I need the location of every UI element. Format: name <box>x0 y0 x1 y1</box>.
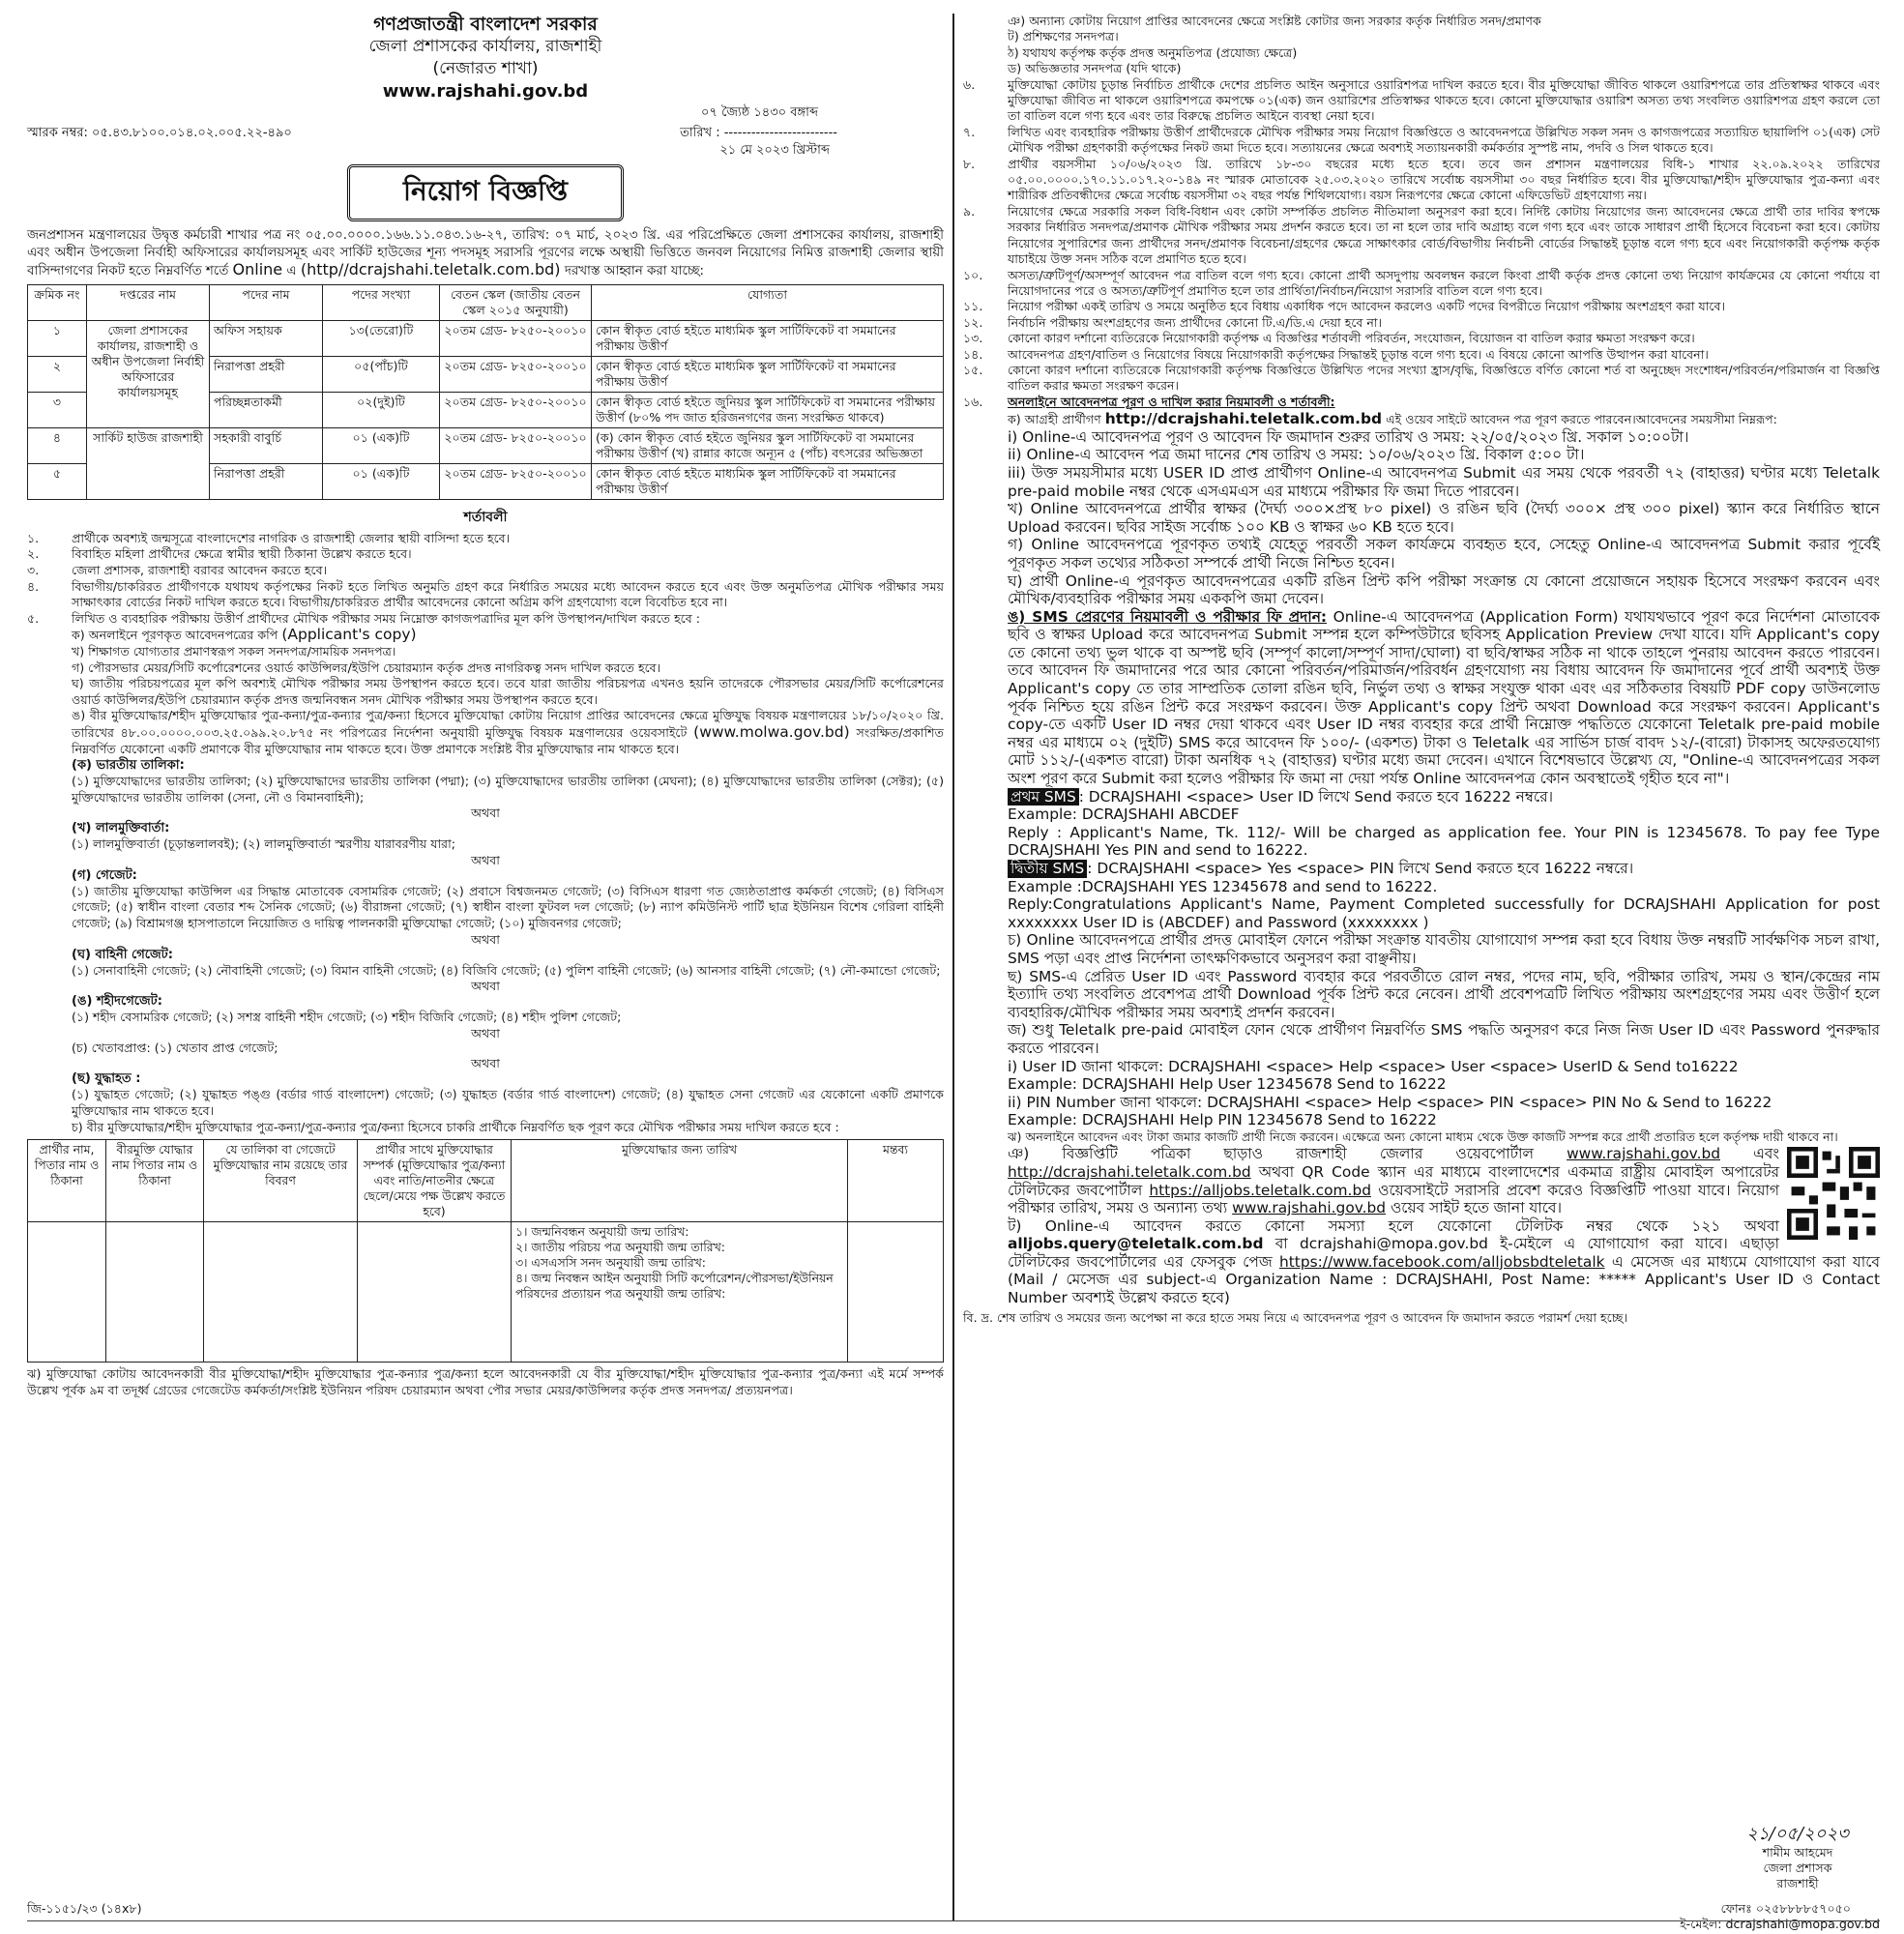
condition-text: নিয়োগের ক্ষেত্রে সরকারি সকল বিধি-বিধান এবং কোটা সম্পর্কিত প্রচলিত নীতিমালা অনুসরণ করা হবে। নির্দিষ্ট কোটায় নিয়োগের জন্য আবেদনের ক্ষেত্রে প্রার্থী তার দাবির স্বপক্ষে সরকার নির্ধারিত সনদপত্র/প্রমাণক মৌখিক পরীক্ষার সময় প্রদর্শন করতে হবে। তা না হলে তার দাবি অগ্রাহ্য বলে গণ্য হবে এবং তাকে সাধারণ প্রার্থী হিসেবে বিবেচনা করা হবে। কোটায় নিয়োগের সুপারিশের জন্য প্রার্থীদের সনদ/প্রমাণক বিবেচনা/গ্রহণের ক্ষেত্রে সাক্ষাৎকার বোর্ড/বিভাগীয় নির্বাচনী বোর্ডের সিদ্ধান্তই চূড়ান্ত বলে গণ্য হবে এবং নিয়োগকারী কর্তৃপক্ষ কর্তৃক যাচাইয়ে উক্ত সনদ সঠিক বলে প্রমাণিত হতে হবে। <box>1008 203 1880 267</box>
molwa-link[interactable]: (www.molwa.gov.bd) <box>693 722 850 741</box>
condition-sub <box>27 627 944 644</box>
online-rule: iii) উক্ত সময়সীমার মধ্যে USER ID প্রাপ্ত প্রার্থীগণ Online-এ আবেদনপত্র Submit এর সময় থেকে পরবর্তী ৭২ (বাহাত্তর) ঘণ্টার মধ্যে Teletalk pre-paid mobile নম্বর থেকে এসএমএস এর মাধ্যমে পরীক্ষার ফি জমা দিতে পারবেন। <box>1008 463 1880 500</box>
cell-post: অফিস সহায়ক <box>210 320 323 356</box>
condition-text: বিভাগীয়/চাকরিরত প্রার্থীগণকে যথাযথ কর্তৃপক্ষের নিকট হতে লিখিত অনুমতি গ্রহণ করে নির্ধারিত সময়ের মধ্যে আবেদন করতে হবে এবং উক্ত অনুমতিপত্র মৌখিক পরীক্ষার সময় সাক্ষাৎকার বোর্ডের নিকট দাখিল করতে হবে। বিভাগীয়/চাকরিরত প্রার্থীর আবেদনের কোনো অগ্রিম কপি গ্রহণযোগ্য বলে বিবেচিত হবে না। <box>72 578 944 610</box>
condition-number: ৮. <box>963 156 976 171</box>
date-label: তারিখ : ------------------------- <box>680 126 837 140</box>
info-text: অথবা QR Code স্ক্যান এর মাধ্যমে বাংলাদেশের একমাত্র রাষ্ট্রীয় মোবাইল অপারেটর টেলিটকের জবপোর্টাল <box>1008 1162 1779 1199</box>
condition-text: প্রার্থীকে অবশ্যই জন্মসূত্রে বাংলাদেশের নাগরিক ও রাজশাহী জেলার স্থায়ী বাসিন্দা হতে হবে। <box>72 530 511 545</box>
note-text: বি. দ্র. শেষ তারিখ ও সময়ের জন্য অপেক্ষা না করে হাতে সময় নিয়ে এ আবেদনপত্র পূরণ ও আবেদন ফি জমাদান করতে পরামর্শ দেয়া হচ্ছে। <box>963 1309 1628 1325</box>
right-column <box>963 14 1880 1931</box>
date-english: ২১ মে ২০২৩ খ্রিস্টাব্দ <box>719 143 830 158</box>
cell-qualification: কোন স্বীকৃত বোর্ড হইতে মাধ্যমিক স্কুল সার্টিফিকেট বা সমমানের পরীক্ষায় উত্তীর্ণ <box>592 463 944 499</box>
recovery-line: ii) PIN Number জানা থাকলে: DCRAJSHAHI <space> Help <space> PIN <space> PIN No & Send to 16222 <box>1008 1093 1772 1111</box>
portal-link[interactable]: www.rajshahi.gov.bd <box>1567 1145 1720 1163</box>
online-rule: খ) Online আবেদনপত্রে প্রার্থীর স্বাক্ষর (দৈর্ঘ্য ৩০০×প্রস্থ ৮০ pixel) ও রঙিন ছবি (দৈর্ঘ্য ৩০০× প্রস্থ ৩০০ pixel) স্ক্যান করে নির্ধারিত স্থানে Upload করবেন। ছবির সাইজ সর্বোচ্চ ১০০ KB ও স্বাক্ষর ৬০ KB হতে হবে। <box>1008 500 1880 536</box>
form-cell <box>512 1222 848 1363</box>
list-heading: (গ) গেজেট: <box>72 867 137 883</box>
condition-sub <box>27 708 944 757</box>
form-col: প্রার্থীর সাথে মুক্তিযোদ্ধার সম্পর্ক (মুক্তিযোদ্ধার পুত্র/কন্যা এবং নাতি/নাতনীর ক্ষেত্রে ছেলে/মেয়ে পক্ষ উল্লেখ করতে হবে) <box>358 1140 512 1222</box>
table-row <box>28 320 944 356</box>
sms-reply: Reply:Congratulations Applicant's Name, Payment Completed successfully for DCRAJSHAHI Application for post xxxxxxxx User ID is (ABCDEF) and Password (xxxxxxxx ) <box>1008 895 1880 931</box>
portal-link-2[interactable]: www.rajshahi.gov.bd <box>1232 1199 1387 1217</box>
condition-sub: খ) শিক্ষাগত যোগ্যতার প্রমাণস্বরূপ সকল সনদপত্র/সাময়িক সনদপত্র। <box>72 643 396 659</box>
sms-label: দ্বিতীয় SMS <box>1008 860 1087 878</box>
form-cell <box>204 1222 358 1363</box>
note-bd <box>963 1310 1880 1326</box>
or-separator: অথবা <box>471 1056 500 1071</box>
condition-text: অনলাইনে আবেদনপত্র পূরণ ও দাখিল করার নিয়মাবলী ও শর্তাবলী: <box>1008 394 1335 409</box>
online-rule: ii) Online-এ আবেদন পত্র জমা দানের শেষ তারিখ ও সময়: ১০/০৬/২০২৩ খ্রি. বিকাল ৫:০০ টা। <box>1008 446 1585 464</box>
form-col: যে তালিকা বা গেজেটে মুক্তিযোদ্ধার নাম রয়েছে তার বিবরণ <box>204 1140 358 1222</box>
condition-item <box>27 546 944 563</box>
condition-item <box>963 331 1880 346</box>
sms-text: : DCRAJSHAHI <space> Yes <space> PIN লিখে Send করতে হবে 16222 নম্বরে। <box>1087 860 1634 877</box>
bottom-rule <box>27 1920 1880 1921</box>
list-text: (১) সেনাবাহিনী গেজেট; (২) নৌবাহিনী গেজেট; (৩) বিমান বাহিনী গেজেট; (৪) বিজিবি গেজেট; (৫) পুলিশ বাহিনী গেজেট; (৬) আনসার বাহিনী গেজেট; (৭) নৌ-কমান্ডো গেজেট; <box>72 962 941 978</box>
cell-scale: ২০তম গ্রেড- ৮২৫০-২০০১০ <box>440 356 592 392</box>
online-rule <box>963 410 1880 428</box>
list-text: চ) বীর মুক্তিযোদ্ধার/শহীদ মুক্তিযোদ্ধার পুত্র-কন্যা/পুত্র-কন্যার পুত্র/কন্যা হিসেবে চাকরি প্রার্থীকে নিম্নবর্ণিত ছক পূরণ করে মৌখিক পরীক্ষার সময় দাখিল করতে হবে : <box>72 1119 839 1134</box>
list-heading: (ঙ) শহীদগেজেট: <box>72 994 162 1010</box>
condition-item <box>27 531 944 547</box>
contact-block <box>1680 1901 1880 1932</box>
condition-item <box>963 395 1880 410</box>
condition-text: লিখিত এবং ব্যবহারিক পরীক্ষায় উত্তীর্ণ প্রার্থীদেরকে মৌখিক পরীক্ষার সময় নিয়োগ বিজ্ঞপ্তিতে ও আবেদনপত্রে উল্লিখিত সকল সনদ ও কাগজপত্রের সত্যায়িত ছায়ালিপি ০১(এক) সেট মৌখিক পরীক্ষা গ্রহণকারী কর্তৃপক্ষের নিকট জমা দিতে হবে। সত্যায়নের ক্ষেত্রে অবশ্যই সত্যায়নকারী কর্মকর্তার সুস্পষ্ট নাম, পদবি ও সিল থাকতে হবে। <box>1008 124 1880 156</box>
condition-number: ৩. <box>27 562 40 577</box>
cell-serial: ৪ <box>28 427 87 463</box>
sms-example: Example :DCRAJSHAHI YES 12345678 and send to 16222. <box>1008 877 1438 895</box>
condition-text: আবেদনপত্র গ্রহণ/বাতিল ও নিয়োগের বিষয়ে নিয়োগকারী কর্তৃপক্ষের সিদ্ধান্তই চূড়ান্ত বলে গণ্য হবে। এ বিষয়ে কোনো আপত্তি উত্থাপন করা যাবেনা। <box>1008 346 1709 362</box>
cell-serial: ১ <box>28 320 87 356</box>
condition-item <box>963 347 1880 363</box>
dob-line: ১। জন্মনিবন্ধন অনুযায়ী জন্ম তারিখ: <box>515 1224 689 1240</box>
col-post: পদের নাম <box>210 284 323 320</box>
intro-paragraph <box>27 227 944 280</box>
print-code: জি-১১৫১/২৩ (১৪x৮) <box>27 1901 142 1916</box>
notice-title: নিয়োগ বিজ্ঞপ্তি <box>347 164 624 221</box>
support-email-link[interactable]: alljobs.query@teletalk.com.bd <box>1008 1235 1264 1253</box>
condition-number: ২. <box>27 546 40 562</box>
condition-number: ৪. <box>27 578 40 594</box>
info-text: এবং <box>1753 1145 1779 1163</box>
teletalk-link[interactable]: http://dcrajshahi.teletalk.com.bd <box>1104 410 1383 428</box>
letterhead <box>27 14 944 103</box>
cell-office: জেলা প্রশাসকের কার্যালয়, রাজশাহী ও অধীন উপজেলা নির্বাহী অফিসারের কার্যালয়সমূহ <box>87 320 210 427</box>
recovery-example: Example: DCRAJSHAHI Help PIN 12345678 Send to 16222 <box>1008 1111 1437 1129</box>
intro-end: দরখাস্ত আহ্বান করা যাচ্ছে: <box>564 264 705 279</box>
cell-qualification: কোন স্বীকৃত বোর্ড হইতে মাধ্যমিক স্কুল সার্টিফিকেট বা সমমানের পরীক্ষায় উত্তীর্ণ <box>592 356 944 392</box>
condition-item <box>963 125 1880 157</box>
signatory-designation: জেলা প্রশাসক <box>1763 1861 1832 1875</box>
apply-link[interactable]: (http//dcrajshahi.teletalk.com.bd) <box>300 260 561 279</box>
condition-text: মুক্তিযোদ্ধা কোটায় চূড়ান্ত নির্বাচিত প্রার্থীকে দেশের প্রচলিত আইন অনুসারে ওয়ারিশপত্র দাখিল করতে হবে। বীর মুক্তিযোদ্ধা জীবিত থাকলে ওয়ারিশপত্রে তার প্রতিস্বাক্ষর থাকবে এবং মুক্তিযোদ্ধা জীবিত না থাকলে ওয়ারিশপত্রে কমপক্ষে ০১(এক) জন ওয়ারিশের প্রতিস্বাক্ষর থাকতে হবে। কোনো মুক্তিযোদ্ধার ওয়ারিশ অসত্য তথ্য সংবলিত ওয়ারিশপত্র গ্রহণ করলে তো তা বাতিল বলে গণ্য হবে এবং তার বিরুদ্ধে প্রচলিত আইনে ব্যবস্থা নেয়া হবে। <box>1008 76 1880 124</box>
list-heading: (ক) ভারতীয় তালিকা: <box>72 758 185 774</box>
condition-item <box>963 315 1880 331</box>
online-rule: ঘ) প্রার্থী Online-এ পূরণকৃত আবেদনপত্রের একটি রঙিন প্রিন্ট কপি পরীক্ষা সংক্রান্ত যে কোনো প্রয়োজনে সহায়ক হিসেবে সংরক্ষণ করবেন এবং মৌখিক/ব্যবহারিক পরীক্ষার সময় এককপি জমা দেবেন। <box>1008 571 1880 608</box>
sms-heading: ঙ) SMS প্রেরণের নিয়মাবলী ও পরীক্ষার ফি প্রদান: <box>1008 607 1328 626</box>
phone-number: ফোনঃ ০২৫৮৮৮৮৫৭০৫০ <box>1720 1901 1851 1916</box>
facebook-link[interactable]: https://www.facebook.com/alljobsbdteletalk <box>1279 1252 1605 1271</box>
condition-number: ৫. <box>27 610 40 626</box>
left-column <box>27 14 944 1920</box>
cell-post: নিরাপত্তা প্রহরী <box>210 463 323 499</box>
form-row <box>28 1222 944 1363</box>
office-name: জেলা প্রশাসকের কার্যালয়, রাজশাহী <box>368 37 602 56</box>
dob-line: ২। জাতীয় পরিচয় পত্র অনুযায়ী জন্ম তারিখ: <box>515 1240 725 1255</box>
condition-sub: গ) পৌরসভার মেয়র/সিটি কর্পোরেশনের ওয়ার্ড কাউন্সিলর/ইউপি চেয়ারম্যান কর্তৃক প্রদত্ত নাগরিকত্ব সনদ দাখিল করতে হবে। <box>72 659 661 675</box>
online-rule: i) Online-এ আবেদনপত্র পূরণ ও আবেদন ফি জমাদান শুরুর তারিখ ও সময়: ২২/০৫/২০২৩ খ্রি. সকাল ১০:০০টা। <box>1008 427 1689 446</box>
date-bangla: ০৭ জ্যৈষ্ঠ ১৪৩০ বঙ্গাব্দ <box>701 105 818 120</box>
info-text: এ মেসেজ এর মাধ্যমে যোগাযোগ করা যাবে (Mail / মেসেজ এর subject-এ Organization Name : DCRAJSHAHI, Post Name: ***** Applicant's User ID ও Contact Number অবশ্যই উল্লেখ করতে হবে) <box>1008 1252 1880 1307</box>
condition-number: ৭. <box>963 124 976 139</box>
dob-line: ৪। জন্ম নিবন্ধন আইন অনুযায়ী সিটি কর্পোরেশন/পৌরসভা/ইউনিয়ন পরিষদের প্রত্যায়ন পত্র অনুযায়ী জন্ম তারিখ: <box>515 1271 834 1302</box>
cell-qualification: কোন স্বীকৃত বোর্ড হইতে মাধ্যমিক স্কুল সার্টিফিকেট বা সমমানের পরীক্ষায় উত্তীর্ণ <box>592 320 944 356</box>
cell-serial: ২ <box>28 356 87 392</box>
support-info <box>963 1217 1880 1307</box>
doc-item: ড) অভিজ্ঞতার সনদপত্র (যদি থাকে) <box>1008 61 1182 76</box>
col-count: পদের সংখ্যা <box>323 284 440 320</box>
online-rule: গ) Online আবেদনপত্রে পূরণকৃত তথ্যই যেহেতু পরবর্তী সকল কার্যক্রমে ব্যবহৃত হবে, সেহেতু Online-এ আবেদনপত্র Submit করার পূর্বেই পূরণকৃত সকল তথ্যের সঠিকতা সম্পর্কে প্রার্থী নিজে নিশ্চিত হবেন। <box>1008 536 1880 571</box>
cell-count: ০৫(পাঁচ)টি <box>323 356 440 392</box>
freedom-fighter-form-table <box>27 1139 944 1363</box>
alljobs-link[interactable]: https://alljobs.teletalk.com.bd <box>1149 1181 1371 1199</box>
cell-scale: ২০তম গ্রেড- ৮২৫০-২০০১০ <box>440 320 592 356</box>
cell-count: ০১ (এক)টি <box>323 463 440 499</box>
online-rule: ছ) SMS-এ প্রেরিত User ID এবং Password ব্যবহার করে পরবর্তীতে রোল নম্বর, পদের নাম, ছবি, পরীক্ষার তারিখ, সময় ও স্থান/কেন্দ্রের নাম ইত্যাদি তথ্য সংবলিত প্রবেশপত্র প্রার্থী Download পূর্বক প্রিন্ট করে নেবেন। প্রার্থী প্রবেশপত্রটি লিখিত পরীক্ষায় অংশগ্রহণের সময় এবং উত্তীর্ণ হলে ব্যবহারিক/মৌখিক পরীক্ষার সময় অবশ্যই প্রদর্শন করবেন। <box>1008 967 1880 1021</box>
cell-count: ০২(দুই)টি <box>323 392 440 427</box>
left-footnote: ঝ) মুক্তিযোদ্ধা কোটায় আবেদনকারী বীর মুক্তিযোদ্ধা/শহীদ মুক্তিযোদ্ধার পুত্র-কন্যার পুত্র/কন্যা হলে আবেদনকারী যে বীর মুক্তিযোদ্ধা/শহীদ মুক্তিযোদ্ধার পুত্র-কন্যার পুত্র/কন্যা এই মর্মে সম্পর্ক উল্লেখ পূর্বক ৯ম বা তদূর্ধ্ব গ্রেডের গেজেটেড কর্মকর্তা/সংশ্লিষ্ট ইউনিয়ন পরিষদ চেয়ারম্যান অথবা পৌর সভার মেয়র/কাউন্সিলর কর্তৃক প্রদত্ত সনদপত্র/ প্রত্যয়নপত্র। <box>27 1366 944 1397</box>
condition-text: বিবাহিত মহিলা প্রার্থীদের ক্ষেত্রে স্বামীর স্থায়ী ঠিকানা উল্লেখ করতে হবে। <box>72 546 412 562</box>
form-cell <box>358 1222 512 1363</box>
or-separator: অথবা <box>471 852 500 867</box>
list-heading: (ঘ) বাহিনী গেজেট: <box>72 947 173 962</box>
recovery-line: i) User ID জানা থাকলে: DCRAJSHAHI <space> Help <space> User <space> UserID & Send to16222 <box>1008 1057 1739 1075</box>
condition-item <box>963 299 1880 314</box>
info-text: ঞ) বিজ্ঞপ্তিটি পত্রিকা ছাড়াও রাজশাহী জেলার ওয়েবপোর্টাল <box>1008 1145 1534 1163</box>
col-qualification: যোগ্যতা <box>592 284 944 320</box>
sms-reply: Reply : Applicant's Name, Tk. 112/- Will be charged as application fee. Your PIN is 12345678. To pay fee Type DCRAJSHAHI Yes PIN and send to 16222. <box>1008 823 1880 860</box>
dc-email-link[interactable]: dcrajshahi@mopa.gov.bd <box>1299 1235 1488 1253</box>
cell-qualification: কোন স্বীকৃত বোর্ড হইতে জুনিয়র স্কুল সার্টিফিকেট বা সমমানের পরীক্ষায় উত্তীর্ণ (৮০% পদ জাত হরিজনগণের জন্য সংরক্ষিত থাকবে) <box>592 392 944 427</box>
condition-text: নিয়োগ পরীক্ষা একই তারিখ ও সময়ে অনুষ্ঠিত হবে বিধায় একাধিক পদে আবেদন করলেও একটি পদের বিপরীতে নিয়োগ পরীক্ষায় অংশগ্রহণ করা যাবে। <box>1008 299 1725 314</box>
list-text: (১) শহীদ বেসামরিক গেজেট; (২) সশস্ত্র বাহিনী শহীদ গেজেট; (৩) শহীদ বিজিবি গেজেট; (৪) শহীদ পুলিশ গেজেট; <box>72 1010 622 1025</box>
or-separator: অথবা <box>471 931 500 947</box>
sub-text: সংরক্ষিত/প্রকাশিত নিম্নবর্ণিত যেকোনো একটি প্রমাণকে বীর মুক্তিযোদ্ধার নাম থাকতে হবে। উক্ত প্রমাণকে সংশ্লিষ্ট বীর মুক্তিযোদ্ধার নাম থাকতে হবে। <box>72 724 944 756</box>
cell-serial: ৫ <box>28 463 87 499</box>
form-col: মুক্তিযোদ্ধার জন্য তারিখ <box>512 1140 848 1222</box>
list-text: (১) জাতীয় মুক্তিযোদ্ধা কাউন্সিল এর সিদ্ধান্ত মোতাবেক বেসামরিক গেজেট; (২) প্রবাসে বিশ্বজনমত গেজেট; (৩) বিসিএস ধারণা গত জ্যেষ্ঠতাপ্রাপ্ত কর্মকর্তা গেজেট; (৪) বিসিএস গেজেট; (৫) স্বাধীন বাংলা বেতার শব্দ সৈনিক গেজেট; (৬) বীরাঙ্গনা গেজেট; (৭) স্বাধীন বাংলা ফুটবল দল গেজেট; (৮) ন্যাপ কমিউনিস্ট পার্টি ছাত্র ইউনিয়ন বিশেষ গেরিলা বাহিনী গেজেট; (৯) বিশ্রামগঞ্জ হাসপাতালে নিয়োজিত ও দায়িত্ব পালনকারী মুক্তিযোদ্ধা গেজেট; (১০) মুজিবনগর গেজেট; <box>72 883 944 931</box>
form-cell <box>848 1222 944 1363</box>
info-text: ওয়েব সাইট হতে জানা যাবে। <box>1390 1199 1563 1217</box>
or-separator: অথবা <box>471 806 500 821</box>
condition-text: কোনো কারণ দর্শানো ব্যতিরেকে নিয়োগকারী কর্তৃপক্ষ বিজ্ঞপ্তিতে উল্লিখিত পদের সংখ্যা হ্রাস/বৃদ্ধি, বিজ্ঞপ্তিতে বর্ণিত কোনো শর্ত বা অনুচ্ছেদ সংশোধন/পরিবর্তন/পরিমার্জন বা বিজ্ঞপ্তি বাতিল করার ক্ষমতা সংরক্ষণ করেন। <box>1008 362 1880 394</box>
branch-name: (নেজারত শাখা) <box>432 59 539 78</box>
col-serial: ক্রমিক নং <box>28 284 87 320</box>
cell-serial: ৩ <box>28 392 87 427</box>
info-text: ই-মেইলে এ যোগাযোগ করা যাবে। এছাড়া টেলিটকের জবপোর্টালের এর ফেসবুক পেজ <box>1008 1235 1779 1271</box>
website-link[interactable]: www.rajshahi.gov.bd <box>382 81 589 102</box>
condition-number: ৯. <box>963 203 976 219</box>
online-word: Online <box>232 260 283 279</box>
rule-text: এই ওয়েব সাইটে আবেদন পত্র পূরণ করতে পারবেন।আবেদনের সময়সীমা নিম্নরূপ: <box>1386 412 1777 427</box>
cell-office: সার্কিট হাউজ রাজশাহী <box>87 427 210 499</box>
condition-number: ৬. <box>963 76 976 92</box>
list-heading: (ছ) যুদ্ধাহত : <box>72 1071 141 1087</box>
info-text: ওয়েবসাইটে সরাসরি প্রবেশ করেও বিজ্ঞপ্তিটি পাওয়া যাবে। নিয়োগ পরীক্ষার তারিখ, সময় ও অন্যান্য তথ্য <box>1008 1181 1779 1217</box>
sub-text: ঙ) বীর মুক্তিযোদ্ধার/শহীদ মুক্তিযোদ্ধার পুত্র-কন্যা/পুত্র-কন্যার পুত্র/কন্যা হিসেবে মুক্তিযোদ্ধা কোটায় নিয়োগ প্রাপ্তির আবেদনের ক্ষেত্রে মুক্তিযুদ্ধ বিষয়ক মন্ত্রণালয়ের ১৮/১০/২০২০ খ্রি. তারিখের ৪৮.০০.০০০০.০০৩.২৫.০৯৯.২০.৮৭৫ নং পরিপত্রের নির্দেশনা অনুযায়ী মুক্তিযুদ্ধ বিষয়ক মন্ত্রণালয়ের ওয়েবসাইটে <box>72 708 944 740</box>
form-col: মন্তব্য <box>848 1140 944 1222</box>
list-heading: (খ) লালমুক্তিবার্তা: <box>72 821 170 836</box>
condition-number: ১০. <box>963 267 983 282</box>
cell-post: নিরাপত্তা প্রহরী <box>210 356 323 392</box>
cell-count: ০১ (এক)টি <box>323 427 440 463</box>
cell-scale: ২০তম গ্রেড- ৮২৫০-২০০১০ <box>440 392 592 427</box>
dob-line: ৩। এসএসসি সনদ অনুযায়ী জন্ম তারিখ: <box>515 1255 706 1271</box>
form-col: বীরমুক্তি যোদ্ধার নাম পিতার নাম ও ঠিকানা <box>106 1140 204 1222</box>
signature-handwriting: ২১/০৫/২০২৩ <box>1746 1824 1849 1844</box>
condition-item <box>963 77 1880 125</box>
memo-number: স্মারক নম্বর: ০৫.৪৩.৮১০০.০১৪.০২.০০৫.২২-৪৯০ <box>27 126 292 140</box>
condition-text: জেলা প্রশাসক, রাজশাহী বরাবর আবেদন করতে হবে। <box>72 562 328 577</box>
condition-text: কোনো কারণ দর্শানো ব্যতিরেকে নিয়োগকারী কর্তৃপক্ষ এ বিজ্ঞপ্তির শর্তাবলী পরিবর্তন, সংযোজন, বিয়োজন বা বাতিল করার ক্ষমতা সংরক্ষণ করে। <box>1008 331 1695 346</box>
list-text: (১) লালমুক্তিবার্তা (চূড়ান্তলালবই); (২) লালমুক্তিবার্তা স্মরণীয় যারাবরণীয় যারা; <box>72 836 455 852</box>
column-divider <box>952 14 954 1920</box>
condition-item <box>963 268 1880 300</box>
condition-number: ১৪. <box>963 346 983 362</box>
condition-item <box>963 157 1880 204</box>
condition-text: প্রার্থীর বয়সসীমা ১০/০৬/২০২৩ খ্রি. তারিখে ১৮-৩০ বছরের মধ্যে হতে হবে। তবে জন প্রশাসন মন্ত্রণালয়ের বিধি-১ শাখার ২২.০৯.২০২২ তারিখের ০৫.০০.০০০০.১৭০.১১.০১৭.২০-১৪৯ নং স্মারক মোতাবেক ২৫.০৩.২০২০ তারিখে সর্বোচ্চ বয়সসীমা ৩০ বছর নির্ধারিত হবে। বীর মুক্তিযোদ্ধা/শহীদ মুক্তিযোদ্ধার পুত্র-কন্যা এবং শারীরিক প্রতিবন্ধীদের ক্ষেত্রে সর্বোচ্চ বয়সসীমা ৩২ বছর পর্যন্ত শিথিলযোগ্য। বয়স নিরূপণের ক্ষেত্রে কোনো এফিডেভিট গ্রহণযোগ্য নয়। <box>1008 156 1880 203</box>
form-col: প্রার্থীর নাম, পিতার নাম ও ঠিকানা <box>28 1140 106 1222</box>
condition-number: ১৬. <box>963 394 983 409</box>
rule-text: ক) আগ্রহী প্রার্থীগণ <box>1008 412 1101 427</box>
condition-text: লিখিত ও ব্যবহারিক পরীক্ষায় উত্তীর্ণ প্রার্থীদের মৌখিক পরীক্ষার সময় নিম্নোক্ত কাগজপত্রাদির মূল কপি উপস্থাপন/দাখিল করতে হবে : <box>72 610 700 626</box>
condition-item <box>27 579 944 611</box>
contact-email[interactable]: ই-মেইল: dcrajshahi@mopa.gov.bd <box>1680 1917 1880 1931</box>
condition-item <box>27 611 944 628</box>
or-separator: অথবা <box>471 979 500 994</box>
vacancy-table <box>27 284 944 500</box>
sms-rule-text: Online-এ আবেদনপত্র (Application Form) যথাযথভাবে পূরণ করে নির্দেশনা মোতাবেক ছবি ও স্বাক্ষর Upload করে আবেদনপত্র Submit সম্পন্ন হলে কম্পিউটারে ছবিসহ Application Preview দেখা যাবে। যদি Applicant's copy তে কোনো তথ্য ভুল থাকে বা অস্পষ্ট ছবি (সম্পূর্ণ কালো/সম্পূর্ণ সাদা/ঘোলা) বা ছবি/স্বাক্ষর সঠিক না থাকে তাহলে পুনরায় আবেদন করতে পারবেন। তবে আবেদন ফি জমাদানের পরে আর কোনো পরিবর্তন/পরিমার্জন/পরিবর্ধন গ্রহণযোগ্য নয় বিধায় আবেদন ফি জমাদানের পূর্বে প্রার্থী অবশ্যই উক্ত Applicant's copy তে তার সাম্প্রতিক তোলা রঙিন ছবি, নির্ভুল তথ্য ও স্বাক্ষর সংযুক্ত থাকা এবং এর সঠিকতার বিষয়টি PDF copy ডাউনলোড পূর্বক নিশ্চিত হয়ে রঙিন প্রিন্ট করে সংরক্ষণ করবেন। উক্ত Applicant's copy প্রিন্ট অথবা Download করে সংরক্ষণ করবেন। Applicant's copy-তে একটি User ID নম্বর দেয়া থাকবে এবং User ID নম্বর ব্যবহার করে প্রার্থী নিম্নোক্ত পদ্ধতিতে যেকোনো Teletalk pre-paid mobile নম্বর এর মাধ্যমে ০২ (দুইটি) SMS করে আবেদন ফি ১০০/- (একশত) টাকা ও Teletalk এর সার্ভিস চার্জ বাবদ ১২/-(বারো) টাকাসহ অফেরতযোগ্য মোট ১১২/-(একশত বারো) টাকা অনধিক ৭২ (বাহাত্তর) ঘণ্টার মধ্যে জমা দেবেন। এখানে বিশেষভাবে উল্লেখ্য যে, "Online-এ আবেদনপত্রের সকল অংশ পূরণ করে Submit করা হলেও পরীক্ষার ফি জমা না দেয়া পর্যন্ত Online আবেদনপত্র কোন অবস্থাতেই গৃহীত হবে না"। <box>1008 607 1880 788</box>
info-text: ট) Online-এ আবেদন করতে কোনো সমস্যা হলে যেকোনো টেলিটক নম্বর থেকে ১২১ অথবা <box>1008 1216 1779 1235</box>
cell-scale: ২০তম গ্রেড- ৮২৫০-২০০১০ <box>440 427 592 463</box>
cell-post: পরিচ্ছন্নতাকর্মী <box>210 392 323 427</box>
sms-label: প্রথম SMS <box>1008 788 1079 806</box>
signature-block <box>1715 1824 1880 1891</box>
qr-code-icon[interactable] <box>1787 1147 1880 1240</box>
condition-sub: ঘ) জাতীয় পরিচয়পত্রের মূল কপি অবশ্যই মৌখিক পরীক্ষার সময় উপস্থাপন করতে হবে। তবে যারা জাতীয় পরিচয়পত্র এখনও হয়নি তাদেরকে পৌরসভার মেয়র/সিটি কর্পোরেশনের ওয়ার্ড কাউন্সিলর/ইউপি চেয়ারম্যান কর্তৃক প্রদত্ত জন্মনিবন্ধন সনদ মৌখিক পরীক্ষার সময় উপস্থাপন করতে হবে। <box>72 676 944 707</box>
publication-info <box>963 1145 1880 1216</box>
cell-post: সহকারী বাবুর্চি <box>210 427 323 463</box>
table-row <box>28 427 944 463</box>
condition-item <box>963 363 1880 395</box>
cell-scale: ২০তম গ্রেড- ৮২৫০-২০০১০ <box>440 463 592 499</box>
condition-number: ১. <box>27 530 40 545</box>
sub-text: ক) অনলাইনে পূরণকৃত আবেদনপত্রের কপি <box>72 628 278 643</box>
doc-item: ট) প্রশিক্ষণের সনদপত্র। <box>1008 29 1119 44</box>
list-text: (১) মুক্তিযোদ্ধাদের ভারতীয় তালিকা; (২) মুক্তিযোদ্ধাদের ভারতীয় তালিকা (পদ্মা); (৩) মুক্তিযোদ্ধাদের ভারতীয় তালিকা (মেঘনা); (৪) মুক্তিযোদ্ধাদের ভারতীয় তালিকা (সেক্টর); (৫) মুক্তিযোদ্ধাদের ভারতীয় তালিকা (সেনা, নৌ ও বিমানবাহিনী); <box>72 774 944 805</box>
online-rule: জ) শুধু Teletalk pre-paid মোবাইল ফোন থেকে প্রার্থীগণ নিম্নবর্ণিত SMS পদ্ধতি অনুসরণ করে নিজ নিজ User ID এবং Password পুনরুদ্ধার করতে পারবেন। <box>1008 1021 1880 1057</box>
or-separator: অথবা <box>471 1025 500 1040</box>
col-scale: বেতন স্কেল (জাতীয় বেতন স্কেল ২০১৫ অনুযায়ী) <box>440 284 592 320</box>
col-office: দপ্তরের নাম <box>87 284 210 320</box>
doc-item: ঞ) অন্যান্য কোটায় নিয়োগ প্রাপ্তির আবেদনের ক্ষেত্রে সংশ্লিষ্ট কোটার জন্য সরকার কর্তৃক নির্ধারিত সনদ/প্রমাণক <box>1008 14 1541 28</box>
condition-item <box>27 563 944 579</box>
cell-count: ১৩(তেরো)টি <box>323 320 440 356</box>
conditions-title: শর্তাবলী <box>463 509 508 525</box>
list-text: (১) যুদ্ধাহত গেজেট; (২) যুদ্ধাহত পঙ্গু (বর্ডার গার্ড বাংলাদেশ) গেজেট; (৩) যুদ্ধাহত (বর্ডার গার্ড বাংলাদেশ) গেজেট; (৪) যুদ্ধাহত সেনা গেজেট এর যেকোনো একটি প্রমাণকে মুক্তিযোদ্ধার নাম থাকতে হবে। <box>72 1087 944 1119</box>
sub-text-en: (Applicant's copy) <box>281 626 417 644</box>
form-cell <box>106 1222 204 1363</box>
form-cell <box>28 1222 106 1363</box>
info-text: বা <box>1274 1235 1288 1253</box>
condition-number: ১৫. <box>963 362 983 377</box>
doc-item: ঠ) যথাযথ কর্তৃপক্ষ কর্তৃক প্রদত্ত অনুমতিপত্র (প্রযোজ্য ক্ষেত্রে) <box>1008 44 1298 60</box>
sms-rules <box>963 608 1880 788</box>
intro-text: জনপ্রশাসন মন্ত্রণালয়ের উদ্বৃত্ত কর্মচারী শাখার পত্র নং ০৫.০০.০০০০.১৬৬.১১.০৪৩.১৬-২৭, তারিখ: ০৭ মার্চ, ২০২৩ খ্রি. এর পরিপ্রেক্ষিতে জেলা প্রশাসকের কার্যালয়, রাজশাহী এবং অধীন উপজেলা নির্বাহী অফিসারের কার্যালয়সমূহ এবং সার্কিট হাউজের শূন্য পদসমূহ সরাসরি পূরণের লক্ষে অস্থায়ী ভিত্তিতে জনবল নিয়োগের নিমিত্ত রাজশাহী জেলার স্থায়ী বাসিন্দাগণের নিকট হতে নিম্নবর্ণিত শর্তে <box>27 228 944 279</box>
sms-step <box>963 860 1880 878</box>
condition-text: অসত্য/ত্রুটিপূর্ণ/অসম্পূর্ণ আবেদন পত্র বাতিল বলে গণ্য হবে। কোনো প্রার্থী অসদুপায় অবলম্বন করলে কিংবা প্রার্থী কর্তৃক প্রদত্ত কোনো তথ্য নিয়োগ কার্যক্রমের যে কোনো পর্যায়ে বা নিয়োগদানের পরে ও অসত্য/ত্রুটিপূর্ণ প্রমাণিত হলে তার প্রার্থিতা/নির্বাচন/নিয়োগ সরাসরি বাতিল বলে গণ্য হবে। <box>1008 267 1880 298</box>
condition-number: ১৩. <box>963 331 983 346</box>
online-rule: ঝ) অনলাইনে আবেদন এবং টাকা জমার কাজটি প্রার্থী নিজে করবেন। এক্ষেত্রে অন্য কোনো মাধ্যম থেকে উক্ত কাজটি সম্পন্ন করে প্রার্থী প্রতারিত হলে কর্তৃপক্ষ দায়ী থাকবে না। <box>1008 1128 1838 1144</box>
signatory-place: রাজশাহী <box>1776 1876 1819 1890</box>
sms-step <box>963 788 1880 806</box>
condition-item <box>963 204 1880 268</box>
online-rule: চ) Online আবেদনপত্রে প্রার্থীর প্রদত্ত মোবাইল ফোনে পরীক্ষা সংক্রান্ত যাবতীয় যোগাযোগ সম্পন্ন করা হবে বিধায় উক্ত নম্বরটি সার্বক্ষণিক সচল রাখা, SMS পড়া এবং প্রাপ্ত নির্দেশনা তাৎক্ষণিকভাবে অনুসরণ করা বাঞ্ছনীয়। <box>1008 931 1880 967</box>
recovery-example: Example: DCRAJSHAHI Help User 12345678 Send to 16222 <box>1008 1075 1447 1094</box>
teletalk-link-2[interactable]: http://dcrajshahi.teletalk.com.bd <box>1008 1162 1251 1181</box>
cell-qualification: (ক) কোন স্বীকৃত বোর্ড হইতে জুনিয়র স্কুল সার্টিফিকেট বা সমমানের পরীক্ষায় উত্তীর্ণ (খ) রান্নার কাজে অন্যূন ৫ (পাঁচ) বৎসরের অভিজ্ঞতা <box>592 427 944 463</box>
sms-example: Example: DCRAJSHAHI ABCDEF <box>1008 806 1240 824</box>
list-text: (চ) খেতাবপ্রাপ্ত: (১) খেতাব প্রাপ্ত গেজেট; <box>72 1040 278 1055</box>
intro-mid: এ <box>286 264 297 279</box>
condition-number: ১২. <box>963 314 983 330</box>
sms-text: : DCRAJSHAHI <space> User ID লিখে Send করতে হবে 16222 নম্বরে। <box>1078 787 1554 806</box>
government-name: গণপ্রজাতন্ত্রী বাংলাদেশ সরকার <box>373 14 598 35</box>
condition-text: নির্বাচনি পরীক্ষায় অংশগ্রহণের জন্য প্রার্থীদের কোনো টি.এ/ডি.এ দেয়া হবে না। <box>1008 314 1383 330</box>
signatory-name: শামীম আহমেদ <box>1762 1845 1833 1860</box>
condition-number: ১১. <box>963 299 983 314</box>
